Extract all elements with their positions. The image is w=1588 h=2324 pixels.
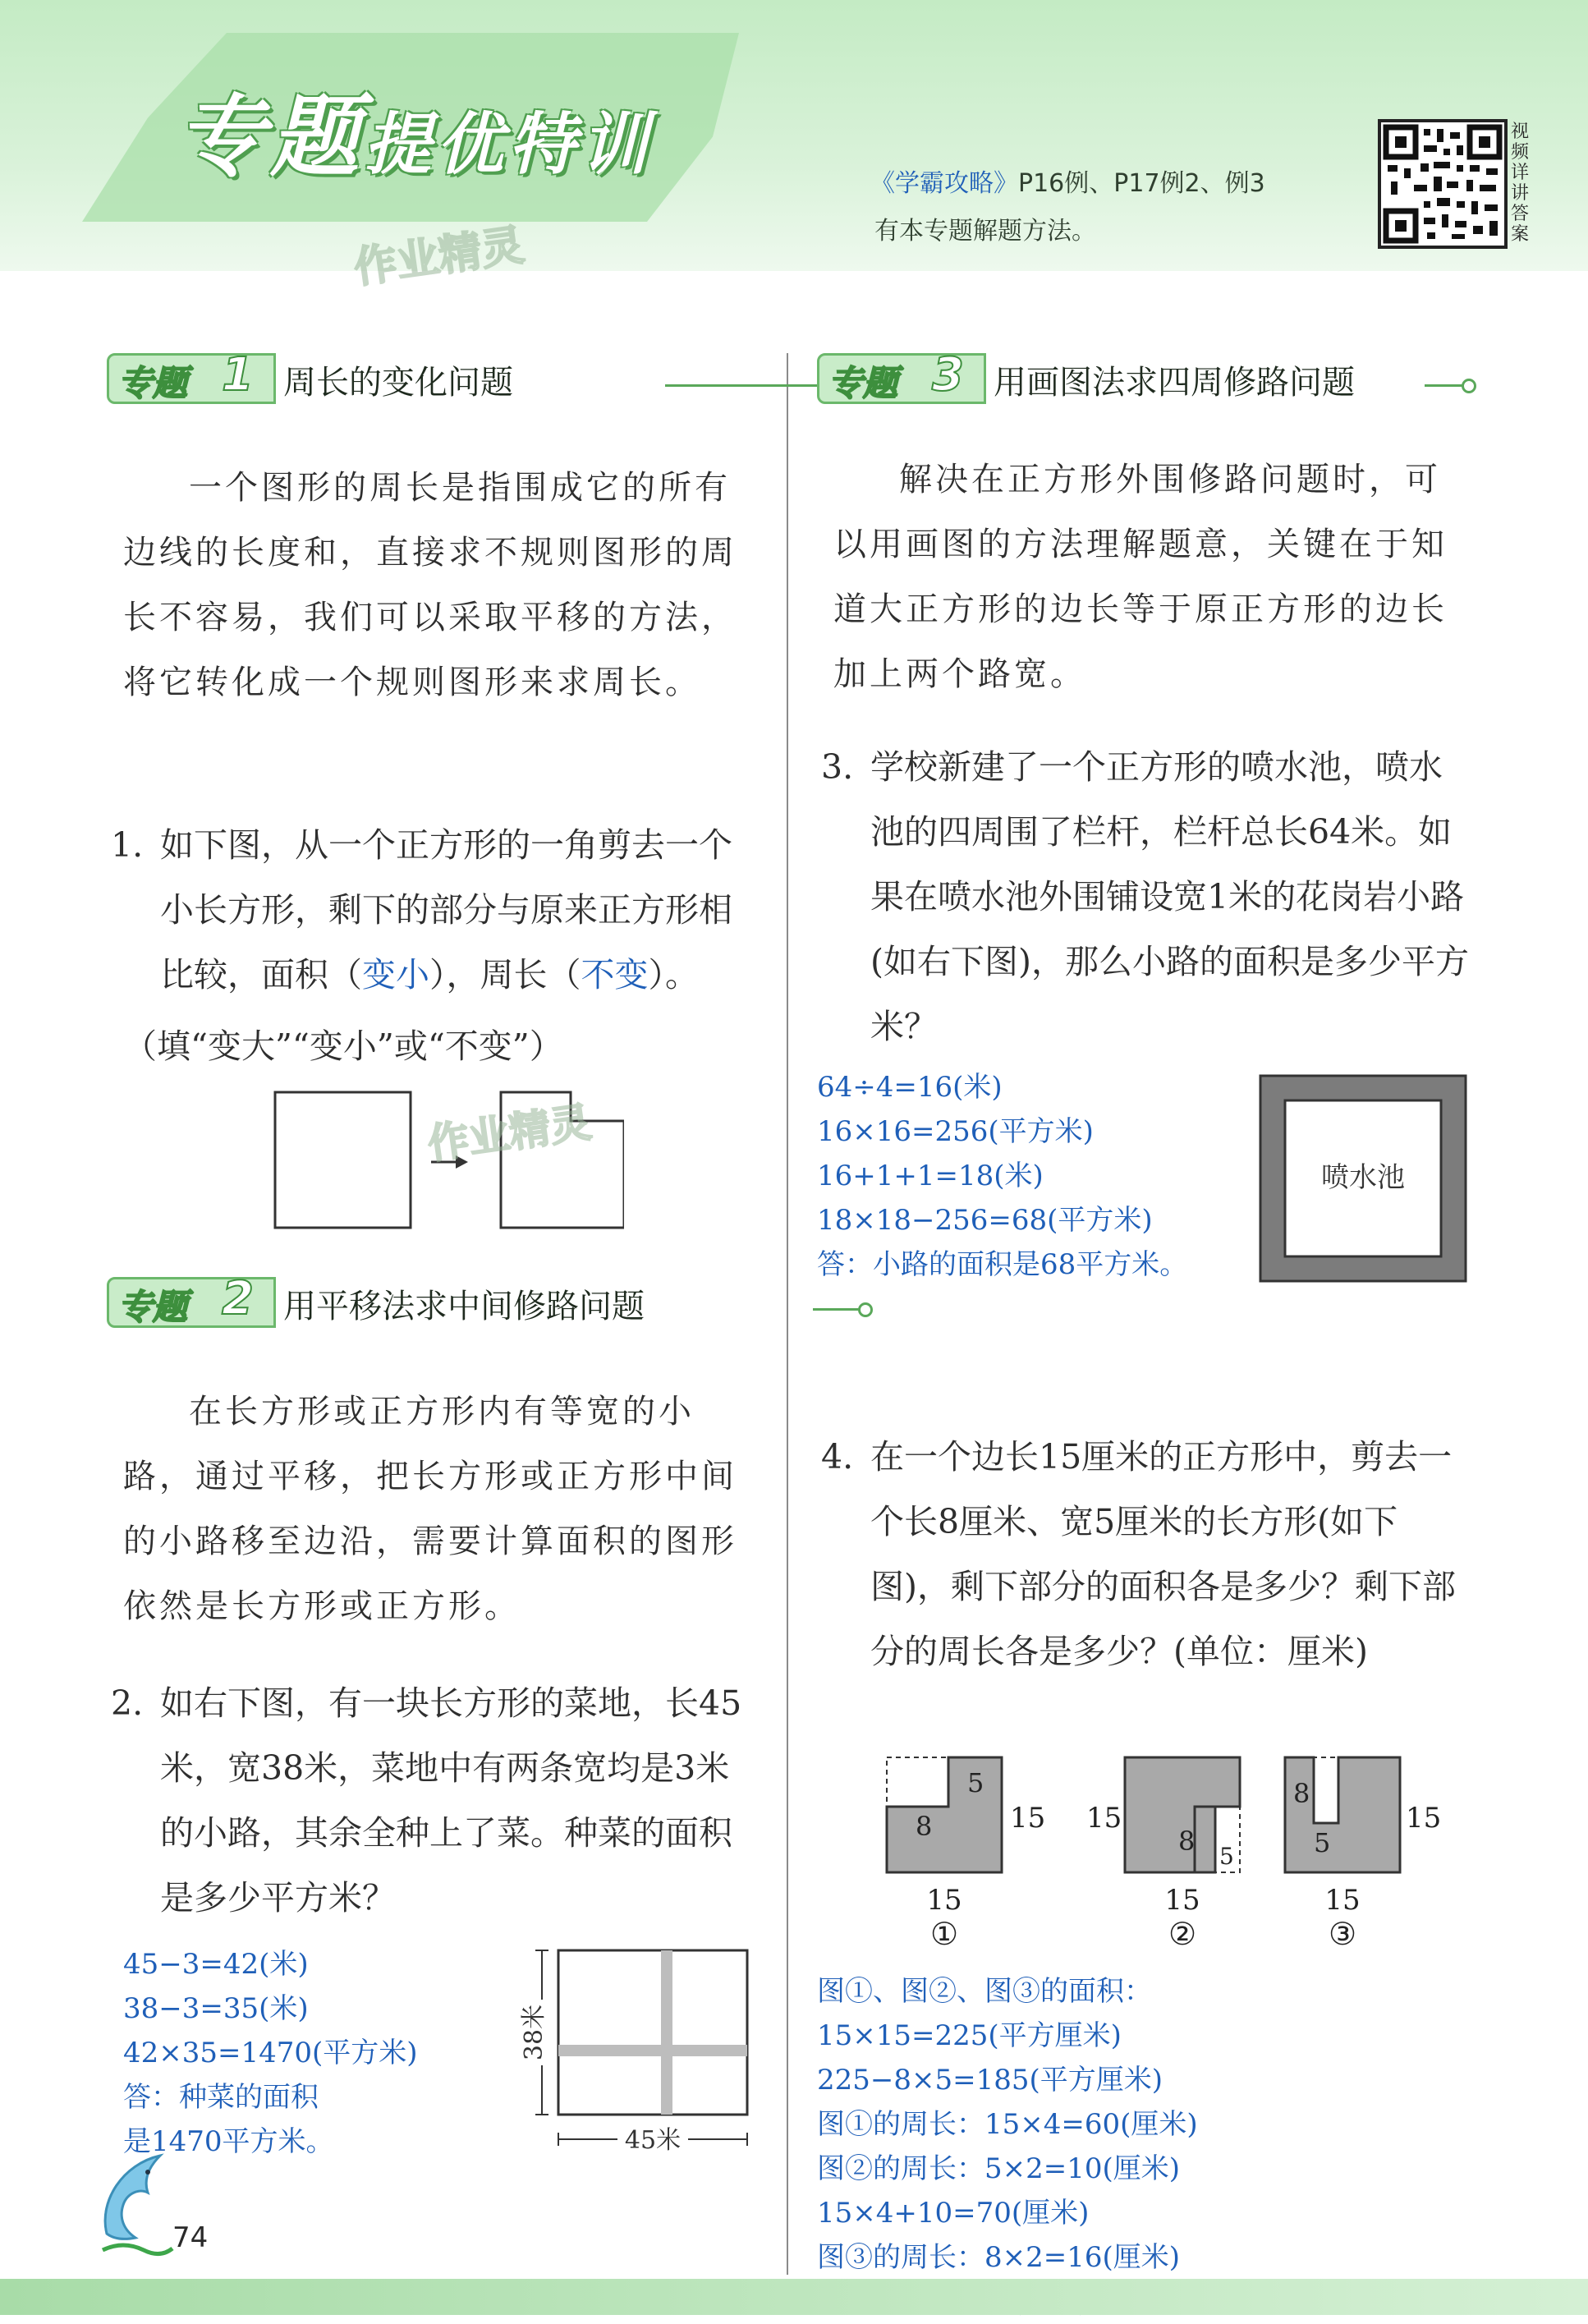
answer-line: 图①、图②、图③的面积： [817, 1975, 1152, 2008]
problem-1-text-a: 如下图，从一个正方形的一角剪去一个小长方形，剩下的部分与原来正方形相比较，面积（ [160, 825, 732, 994]
fig1-label-b: 8 [916, 1811, 933, 1842]
qr-side-char: 案 [1510, 224, 1529, 245]
problem-1-text-b: ），周长（ [429, 955, 581, 994]
page-number: 74 [172, 2221, 209, 2254]
answer-line: 16×16=256(平方米) [817, 1115, 1094, 1148]
fig3-label-a: 8 [1293, 1778, 1310, 1809]
problem-3-answer [817, 1065, 1187, 1287]
problem-3-figure [1256, 1072, 1470, 1285]
fig3-circle-number: ③ [1328, 1916, 1357, 1952]
section-3-intro: 解决在正方形外围修路问题时，可以用画图的方法理解题意，关键在于知道大正方形的边长等于原正方形的边长加上两个路宽。 [833, 461, 1448, 693]
problem-number: 1. [111, 825, 144, 865]
reference-pages: P16例、P17例2、例3 [1018, 169, 1265, 198]
answer-line: 图①的周长：15×4=60(厘米) [817, 2108, 1198, 2141]
header-title [177, 66, 653, 193]
problem-1-text-c: ）。 [648, 955, 699, 994]
answer-line: 15×15=225(平方厘米) [817, 2019, 1122, 2052]
answer-area[interactable]: 变小 [362, 955, 429, 994]
banner-line [813, 1308, 862, 1311]
bottom-band [0, 2279, 1588, 2315]
banner-line [1425, 384, 1466, 387]
figure-1 [887, 1757, 1045, 1952]
answer-line: 225−8×5=185(平方厘米) [817, 2064, 1163, 2097]
fig2-label-a: 8 [1178, 1826, 1196, 1857]
answer-line: 答：小路的面积是68平方米。 [817, 1248, 1188, 1281]
problem-2-text: 如右下图，有一块长方形的菜地，长45米，宽38米，菜地中有两条宽均是3米的小路，其余全种上了菜。种菜的面积是多少平方米？ [160, 1683, 742, 1918]
watermark-2: 作业精灵 [425, 1098, 594, 1169]
qr-side-char: 答 [1510, 204, 1529, 224]
problem-1 [111, 813, 755, 1008]
reference-line-2: 有本专题解题方法。 [874, 217, 1096, 246]
section-tag-word: 专题 [828, 363, 898, 403]
section-banner-1 [107, 348, 764, 403]
qr-side-char: 详 [1510, 163, 1529, 183]
fig1-bottom: 15 [926, 1884, 962, 1917]
fig1-side: 15 [1010, 1802, 1046, 1835]
qr-side-char: 视 [1510, 122, 1529, 142]
fig3-label-b: 5 [1314, 1827, 1331, 1858]
vertical-path [661, 1950, 672, 2115]
reference-line-1 [870, 163, 1265, 199]
figure-2 [1086, 1757, 1240, 1952]
fig1-label-a: 5 [967, 1767, 984, 1798]
figure-3 [1285, 1757, 1441, 1952]
qr-side-label [1508, 122, 1532, 245]
original-square [275, 1092, 411, 1228]
section-title: 周长的变化问题 [283, 364, 513, 402]
width-label: 45米 [624, 2126, 682, 2155]
horizontal-path [558, 2045, 747, 2056]
section-title: 用画图法求四周修路问题 [994, 364, 1355, 402]
problem-4-answer [817, 1969, 1198, 2324]
answer-line: 15×4+10=70(厘米) [817, 2197, 1090, 2230]
column-divider [787, 353, 788, 2275]
section-title: 用平移法求中间修路问题 [283, 1288, 645, 1325]
qr-pattern [1381, 122, 1504, 246]
answer-line: 图②的周长：5×2=10(厘米) [817, 2152, 1181, 2185]
answer-line: 38−3=35(米) [123, 1992, 309, 2025]
answer-line: 64÷4=16(米) [817, 1071, 1003, 1104]
problem-1-hint: （填“变大”“变小”或“不变”） [123, 1027, 563, 1066]
qr-side-char: 讲 [1510, 183, 1529, 204]
section-banner-3 [817, 348, 1474, 403]
section-1-intro: 一个图形的周长是指围成它的所有边线的长度和，直接求不规则图形的周长不容易，我们可以采取平移的方法，将它转化成一个规则图形来求周长。 [123, 469, 737, 701]
header-title-main: 专题 [177, 86, 365, 189]
vegetable-field [558, 1950, 747, 2115]
fig3-bottom: 15 [1324, 1884, 1361, 1917]
height-label: 38米 [520, 2004, 548, 2061]
section-tag-number: 1 [222, 348, 254, 402]
answer-line: 18×18−256=68(平方米) [817, 1204, 1153, 1237]
section-tag-number: 2 [222, 1272, 254, 1325]
section-tag-word: 专题 [118, 1287, 188, 1327]
fig2-bottom: 15 [1164, 1884, 1200, 1917]
answer-line: 是1470平方米。 [123, 2125, 334, 2158]
answer-line: 答：种菜的面积 [123, 2081, 319, 2114]
qr-side-char: 频 [1510, 142, 1529, 163]
dolphin-icon [90, 2143, 181, 2267]
reference-book: 《学霸攻略》 [870, 169, 1018, 198]
problem-2 [111, 1671, 755, 1931]
problem-3 [821, 735, 1474, 1059]
problem-number: 2. [111, 1683, 144, 1723]
answer-line: 16+1+1=18(米) [817, 1160, 1044, 1192]
problem-3-text: 学校新建了一个正方形的喷水池，喷水池的四周围了栏杆，栏杆总长64米。如果在喷水池外围铺设宽1米的花岗岩小路(如右下图)，那么小路的面积是多少平方米？ [870, 747, 1469, 1046]
qr-code-icon[interactable] [1378, 119, 1508, 249]
fig1-circle-number: ① [929, 1916, 959, 1952]
banner-dot [1462, 379, 1476, 393]
fig2-label-b: 5 [1219, 1843, 1234, 1870]
watermark: 作业精灵 [351, 220, 527, 294]
banner-dot [858, 1302, 873, 1317]
section-tag-word: 专题 [118, 363, 188, 403]
problem-4 [821, 1425, 1474, 1684]
answer-line: 45−3=42(米) [123, 1948, 309, 1981]
fig2-side: 15 [1086, 1802, 1122, 1835]
section-2-intro: 在长方形或正方形内有等宽的小路，通过平移，把长方形或正方形中间的小路移至边沿，需要计算面积的图形依然是长方形或正方形。 [123, 1393, 737, 1625]
header-title-sub: 提优特训 [364, 106, 654, 184]
fig2-circle-number: ② [1168, 1916, 1197, 1952]
answer-line: 图③的周长：8×2=16(厘米) [817, 2241, 1181, 2274]
fountain-label: 喷水池 [1321, 1161, 1405, 1194]
section-banner-2 [107, 1272, 764, 1327]
problem-4-figures [854, 1741, 1494, 1954]
answer-line: 42×35=1470(平方米) [123, 2037, 418, 2069]
fig3-side: 15 [1406, 1802, 1442, 1835]
problem-4-text: 在一个边长15厘米的正方形中，剪去一个长8厘米、宽5厘米的长方形(如下图)，剩下部分的面积各是多少？剩下部分的周长各是多少？(单位：厘米) [870, 1437, 1456, 1671]
problem-number: 3. [821, 747, 854, 787]
problem-2-answer [123, 1942, 418, 2164]
section-tag-number: 3 [932, 348, 964, 402]
answer-perimeter[interactable]: 不变 [581, 955, 649, 994]
problem-2-figure [517, 1938, 764, 2160]
problem-number: 4. [821, 1437, 854, 1477]
